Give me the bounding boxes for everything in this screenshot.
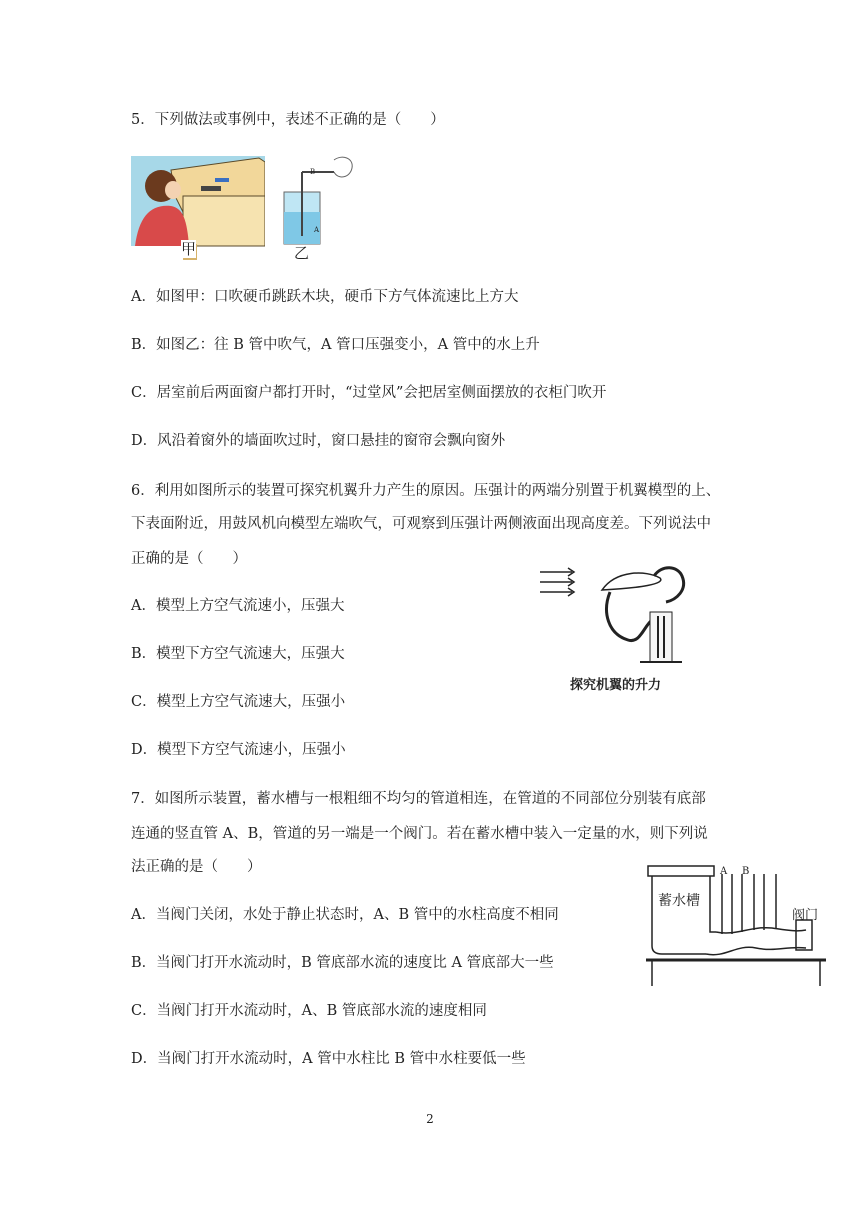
q5-option-c: C．居室前后两面窗户都打开时，“过堂风”会把居室侧面摆放的衣柜门吹开 — [131, 385, 607, 401]
figure-label-b: B — [310, 168, 316, 176]
q5-stem: 5．下列做法或事例中，表述不正确的是（ ） — [131, 112, 445, 128]
q7-figure-tank-label: 蓄水槽 — [658, 890, 700, 910]
q7-stem-line-2: 连通的竖直管 A、B，管道的另一端是一个阀门。若在蓄水槽中装入一定量的水，则下列说 — [131, 826, 708, 842]
q7-stem-line-1: 7．如图所示装置，蓄水槽与一根粗细不均匀的管道相连，在管道的不同部位分别装有底部 — [131, 791, 706, 807]
q6-stem-line-2: 下表面附近，用鼓风机向模型左端吹气，可观察到压强计两侧液面出现高度差。下列说法中 — [131, 516, 711, 532]
figure-label-a: A — [314, 226, 320, 234]
q6-figure-caption: 探究机翼的升力 — [570, 678, 662, 693]
q7-option-d: D．当阀门打开水流动时，A 管中水柱比 B 管中水柱要低一些 — [131, 1051, 526, 1067]
figure-label-yi: 乙 — [294, 244, 310, 262]
q5-option-d: D．风沿着窗外的墙面吹过时，窗口悬挂的窗帘会飘向窗外 — [131, 433, 506, 449]
q7-figure-tank — [646, 862, 826, 986]
q5-option-b: B．如图乙：往 B 管中吹气，A 管口压强变小，A 管中的水上升 — [131, 337, 540, 353]
q7-option-b: B．当阀门打开水流动时，B 管底部水流的速度比 A 管底部大一些 — [131, 955, 554, 971]
q5-option-a: A．如图甲：口吹硬币跳跃木块，硬币下方气体流速比上方大 — [131, 289, 519, 305]
q6-figure-wing — [536, 562, 706, 693]
q7-figure-label-a: A — [720, 866, 728, 877]
page-number: 2 — [426, 1112, 434, 1126]
q5-figure-yi — [272, 152, 362, 262]
q6-stem-line-1: 6．利用如图所示的装置可探究机翼升力产生的原因。压强计的两端分别置于机翼模型的上、 — [131, 483, 721, 499]
q6-option-b: B．模型下方空气流速大，压强大 — [131, 646, 345, 662]
q6-stem-line-3: 正确的是（ ） — [131, 551, 247, 567]
q5-figure-jia — [131, 156, 265, 262]
q7-figure-valve-label: 阀门 — [792, 908, 819, 923]
figure-label-jia: 甲 — [181, 240, 197, 258]
q6-option-a: A．模型上方空气流速小，压强大 — [131, 598, 345, 614]
q7-option-a: A．当阀门关闭，水处于静止状态时，A、B 管中的水柱高度不相同 — [131, 907, 559, 923]
q7-figure-label-b: B — [742, 866, 750, 877]
q6-option-c: C．模型上方空气流速大，压强小 — [131, 694, 346, 710]
q6-option-d: D．模型下方空气流速小，压强小 — [131, 742, 346, 758]
q7-option-c: C．当阀门打开水流动时，A、B 管底部水流的速度相同 — [131, 1003, 487, 1019]
q7-stem-line-3: 法正确的是（ ） — [131, 859, 262, 875]
